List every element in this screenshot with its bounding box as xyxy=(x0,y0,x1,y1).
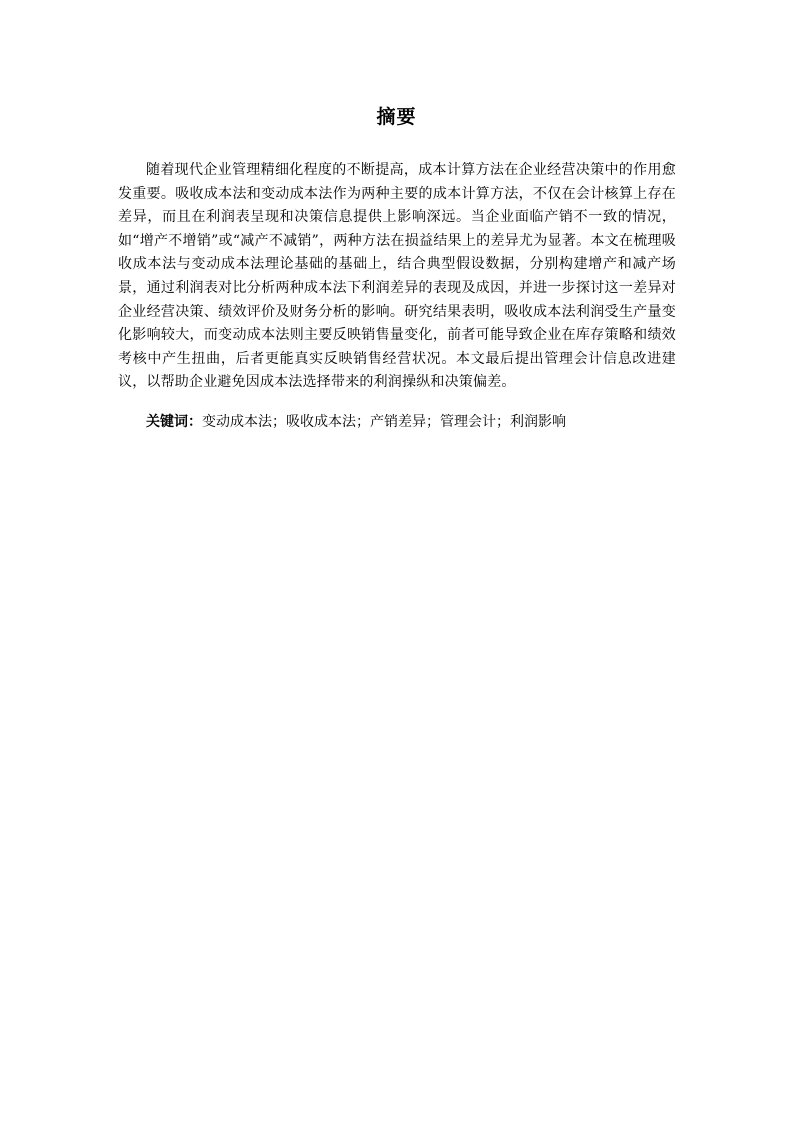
keywords-line xyxy=(146,411,706,434)
abstract-paragraph: 随着现代企业管理精细化程度的不断提高，成本计算方法在企业经营决策中的作用愈发重要。吸收成本法和变动成本法作为两种主要的成本计算方法，不仅在会计核算上存在差异，而且在利润表呈现和决策信息提供上影响深远。当企业面临产销不一致的情况，如“增产不增销”或“减产不减销”，两种方法在损益结果上的差异尤为显著。本文在梳理吸收成本法与变动成本法理论基础的基础上，结合典型假设数据，分别构建增产和减产场景，通过利润表对比分析两种成本法下利润差异的表现及成因，并进一步探讨这一差异对企业经营决策、绩效评价及财务分析的影响。研究结果表明，吸收成本法利润受生产量变化影响较大，而变动成本法则主要反映销售量变化，前者可能导致企业在库存策略和绩效考核中产生扭曲，后者更能真实反映销售经营状况。本文最后提出管理会计信息改进建议，以帮助企业避免因成本法选择带来的利润操纵和决策偏差。 xyxy=(118,162,676,391)
keywords-list: 变动成本法；吸收成本法；产销差异；管理会计；利润影响 xyxy=(202,414,566,430)
page-title: 摘要 xyxy=(376,106,417,128)
keywords-label: 关键词： xyxy=(146,414,202,430)
